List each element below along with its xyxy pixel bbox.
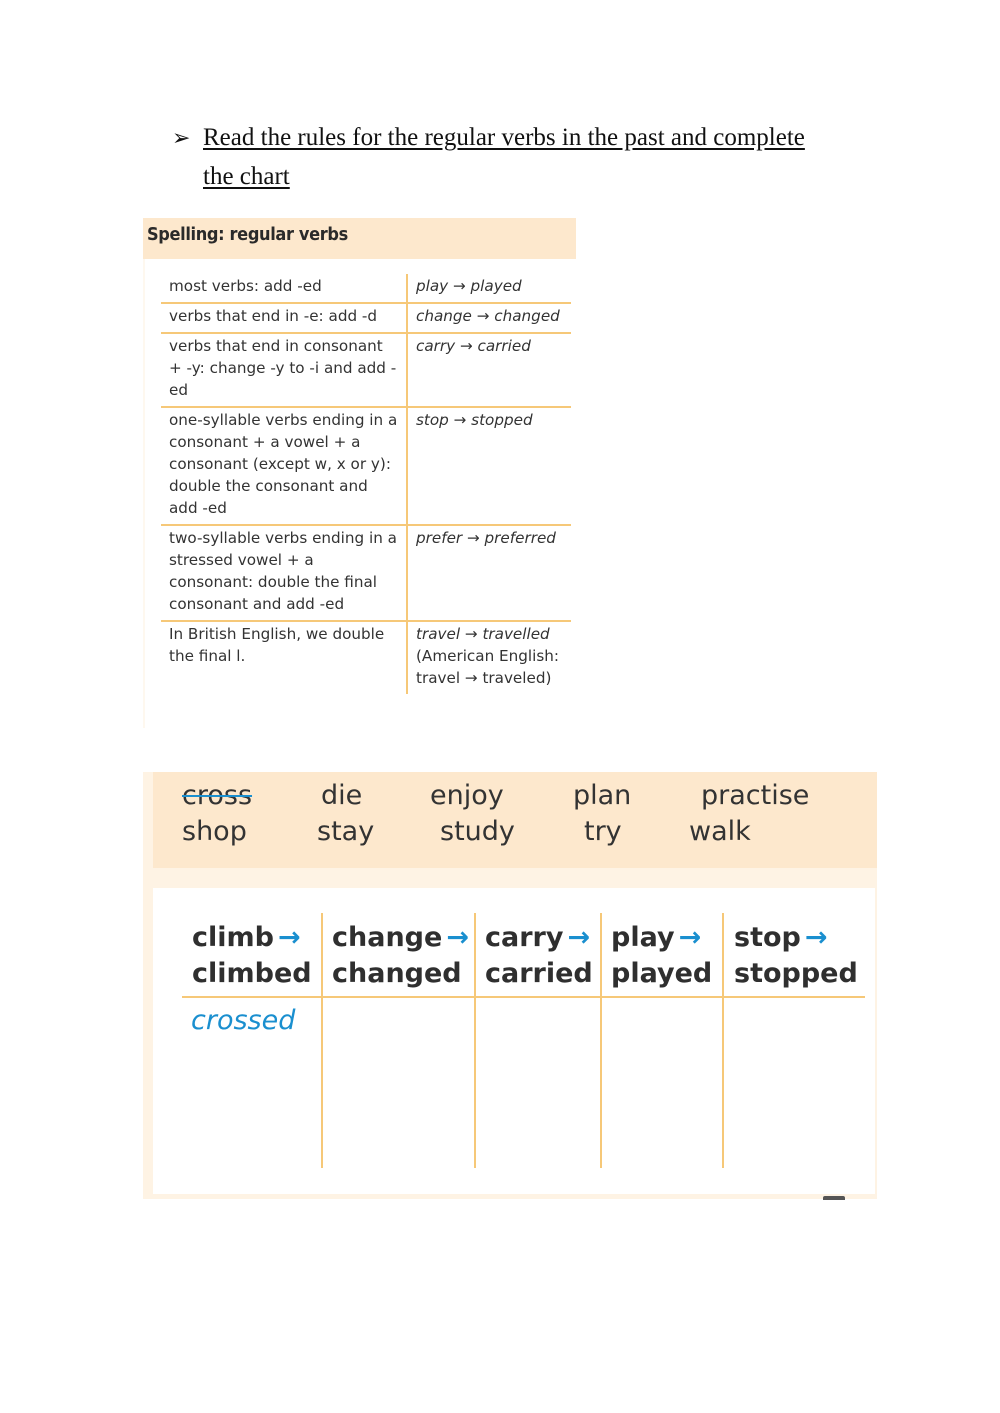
word-item: plan — [573, 780, 632, 811]
arrow-right-icon: → — [277, 922, 301, 953]
verb-past: stopped — [734, 958, 858, 989]
chart-column-header — [485, 920, 593, 992]
rule-example-cell — [407, 621, 571, 694]
rule-text: two-syllable verbs ending in a stressed vowel + a consonant: double the final consonant and add -ed — [161, 525, 407, 621]
rule-text: verbs that end in -e: add -d — [161, 303, 407, 333]
instruction-text: Read the rules for the regular verbs in the past and complete the chart — [203, 124, 805, 190]
word-item: enjoy — [430, 780, 504, 811]
chart-column-header — [611, 920, 712, 992]
column-divider — [474, 913, 476, 1168]
verb-past: climbed — [192, 958, 312, 989]
rule-example: play → played — [407, 274, 571, 303]
verb-base: stop — [734, 922, 801, 953]
spelling-title: Spelling: regular verbs — [147, 224, 348, 245]
spelling-rules-box — [143, 218, 576, 728]
column-divider — [722, 913, 724, 1168]
word-item: walk — [689, 816, 751, 847]
rules-panel — [145, 259, 576, 728]
rule-example: carry → carried — [407, 333, 571, 407]
verb-past: played — [611, 958, 713, 989]
word-item: stay — [317, 816, 375, 847]
rule-example: travel → travelled — [416, 625, 550, 643]
arrow-right-icon: → — [567, 922, 591, 953]
arrow-right-icon: → — [446, 922, 469, 953]
rule-text: most verbs: add -ed — [161, 274, 407, 303]
rule-text: one-syllable verbs ending in a consonant + a vowel + a consonant (except w, x or y): double the consonant and add -ed — [161, 407, 407, 525]
rule-example: prefer → preferred — [407, 525, 571, 621]
word-box — [153, 772, 877, 868]
arrow-right-icon: → — [804, 922, 828, 953]
chart-column-header — [332, 920, 469, 992]
verb-base: play — [611, 922, 675, 953]
rule-row — [161, 407, 571, 525]
spelling-header — [143, 218, 576, 259]
word-item: practise — [701, 780, 810, 811]
rule-example: stop → stopped — [407, 407, 571, 525]
rule-example-note: (American English: travel → traveled) — [416, 647, 559, 687]
verb-chart — [153, 888, 875, 1194]
page-edge-mark — [823, 1196, 845, 1200]
rule-row — [161, 274, 571, 303]
word-item: try — [584, 816, 622, 847]
word-item: study — [440, 816, 515, 847]
rule-row — [161, 621, 571, 694]
column-divider — [321, 913, 323, 1168]
rule-row — [161, 333, 571, 407]
rules-table — [161, 274, 571, 694]
example-answer: crossed — [191, 1005, 296, 1036]
rule-row — [161, 303, 571, 333]
verb-past: changed — [332, 958, 462, 989]
word-item: die — [321, 780, 363, 811]
rule-text: In British English, we double the final l. — [169, 625, 385, 665]
header-divider — [182, 996, 865, 998]
chart-column-header — [734, 920, 858, 992]
verb-base: climb — [192, 922, 274, 953]
verb-past: carried — [485, 958, 593, 989]
verb-base: carry — [485, 922, 564, 953]
arrow-right-icon: → — [678, 922, 702, 953]
rule-example: change → changed — [407, 303, 571, 333]
instruction — [172, 118, 812, 196]
column-divider — [600, 913, 602, 1168]
exercise-area — [143, 772, 877, 1199]
word-item: cross — [182, 780, 253, 811]
rule-text: verbs that end in consonant + -y: change -y to -i and add -ed — [161, 333, 407, 407]
rule-row — [161, 525, 571, 621]
arrow-bullet-icon: ➢ — [172, 125, 191, 150]
verb-base: change — [332, 922, 443, 953]
word-item: shop — [182, 816, 247, 847]
chart-column-header — [192, 920, 312, 992]
